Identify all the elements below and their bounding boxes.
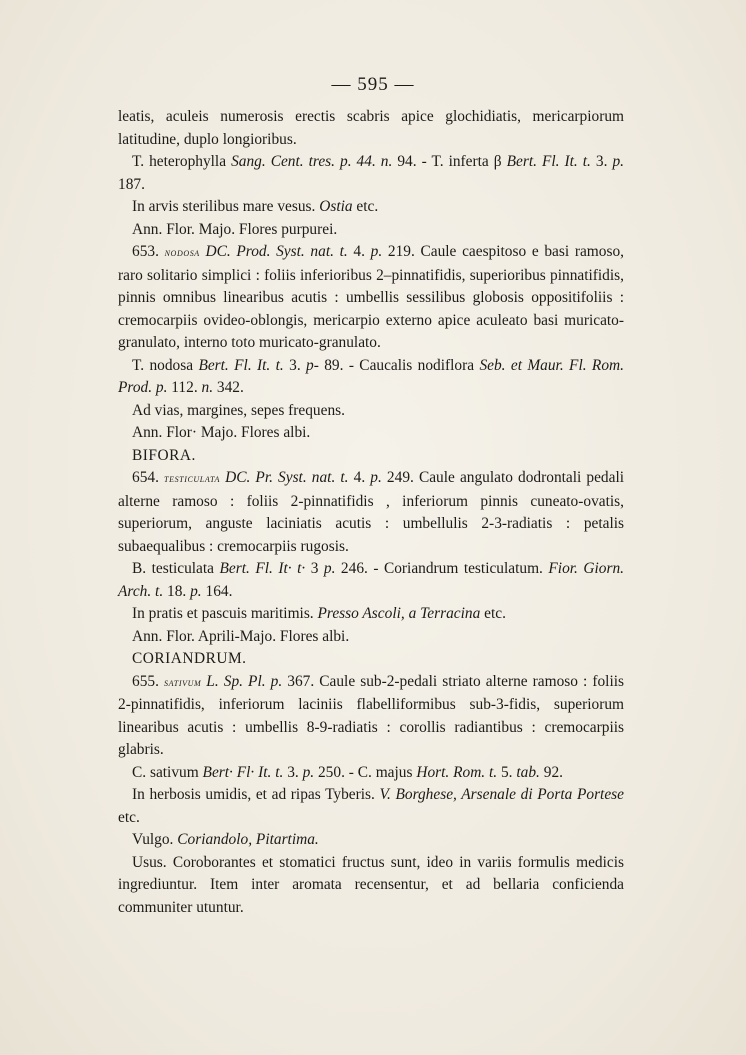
- text-span: 3.: [283, 356, 307, 374]
- italic-span: Ostia: [319, 198, 353, 215]
- text-span: 3: [305, 560, 324, 577]
- text-paragraph: [118, 467, 624, 558]
- italic-span: n.: [201, 379, 214, 396]
- text-paragraph: [118, 762, 624, 785]
- italic-span: p.: [612, 153, 624, 170]
- text-paragraph: [118, 829, 624, 852]
- species-name: nodosa: [164, 247, 200, 259]
- text-span: BIFORA.: [132, 446, 196, 464]
- text-span: Vulgo.: [132, 831, 178, 848]
- italic-span: p.: [370, 469, 382, 486]
- species-name: testiculata: [164, 473, 220, 485]
- text-span: 654.: [132, 469, 165, 486]
- text-paragraph: [118, 422, 624, 445]
- text-paragraph: [118, 151, 624, 196]
- text-span: etc.: [352, 198, 379, 215]
- text-span: In pratis et pascuis maritimis.: [132, 605, 318, 622]
- genus-heading: [118, 648, 624, 671]
- italic-span: Hort. Rom. t.: [416, 763, 498, 781]
- text-span: 5.: [497, 763, 517, 781]
- italic-span: L. Sp. Pl. p.: [206, 672, 283, 690]
- text-span: T. heterophylla: [132, 153, 232, 170]
- species-name: sativum: [164, 676, 202, 689]
- genus-heading: [118, 445, 624, 468]
- italic-span: Seb. et Maur. Fl. Rom. Prod. p.: [118, 356, 624, 396]
- text-span: 112.: [167, 379, 202, 396]
- text-span: 250. - C. majus: [314, 763, 417, 781]
- text-span: 3.: [283, 763, 303, 781]
- text-paragraph: [118, 241, 624, 355]
- text-paragraph: [118, 671, 624, 762]
- text-span: CORIANDRUM.: [132, 650, 247, 667]
- italic-span: p.: [370, 243, 383, 260]
- italic-span: p-: [306, 356, 319, 374]
- text-paragraph: [118, 196, 624, 219]
- text-paragraph: [118, 603, 624, 626]
- text-span: T. nodosa: [132, 356, 199, 374]
- italic-span: tab.: [516, 763, 540, 781]
- italic-span: Fior. Giorn. Arch. t.: [118, 560, 625, 600]
- text-span: 4.: [347, 243, 371, 260]
- italic-span: p.: [190, 582, 202, 600]
- italic-span: Coriandolo, Pitartima.: [177, 831, 319, 848]
- text-paragraph: [118, 106, 624, 151]
- text-paragraph: [118, 626, 624, 649]
- text-span: etc.: [118, 808, 140, 826]
- text-span: 164.: [201, 582, 233, 600]
- italic-span: Presso Ascoli, a Terracina: [317, 605, 481, 622]
- italic-span: DC. Prod. Syst. nat. t.: [205, 243, 348, 260]
- text-span: 342.: [213, 379, 244, 396]
- text-span: 18.: [163, 582, 191, 600]
- italic-span: Sang. Cent. tres. p. 44. n.: [231, 153, 393, 170]
- italic-span: Bert· Fl· It. t.: [202, 763, 284, 781]
- italic-span: Bert. Fl. It. t.: [506, 153, 591, 170]
- text-span: C. sativum: [132, 763, 203, 781]
- text-span: 249. Caule angulato dodrontali pedali alterne ramoso : foliis 2-pinnatifidis , inferiorum pinnis cuneato-ovatis, superiorum, anguste laciniatis acutis : umbellulis 2-3-radiatis : petalis subaequalibus : cremocarpiis rugosis.: [118, 469, 625, 555]
- text-span: 3.: [590, 153, 613, 170]
- text-paragraph: [118, 558, 624, 603]
- text-span: 219. Caule caespitoso e basi ramoso, raro solitario simplici : foliis inferioribus 2–pinnatifidis, superioribus pinnatifidis, pinnis omnibus linearibus acutis : umbellis sessilibus globosis oppositifoliis : cremocarpiis ovideo-oblongis, mericarpio externo apice aculeato basi muricato-granulato, interno toto muricato-granulato.: [118, 243, 624, 351]
- text-span: Usus. Coroborantes et stomatici fructus sunt, ideo in variis formulis medicis ingrediuntur. Item inter aromata recensentur, et ad bellaria conficienda communiter utuntur.: [118, 853, 624, 916]
- italic-span: Bert. Fl. It. t.: [198, 356, 284, 374]
- page-body-text: [118, 106, 624, 919]
- text-span: Ann. Flor· Majo. Flores albi.: [132, 424, 311, 441]
- text-paragraph: [118, 355, 624, 400]
- text-span: 655.: [132, 672, 164, 690]
- italic-span: DC. Pr. Syst. nat. t.: [225, 469, 349, 486]
- text-span: 89. - Caucalis nodiflora: [318, 356, 480, 374]
- text-span: 246. - Coriandrum testiculatum.: [335, 560, 549, 577]
- text-span: In herbosis umidis, et ad ripas Tyberis.: [132, 786, 380, 803]
- page-number: — 595 —: [331, 74, 415, 95]
- text-span: B. testiculata: [132, 560, 220, 577]
- text-paragraph: [118, 219, 624, 242]
- text-span: 187.: [118, 175, 145, 193]
- text-span: etc.: [480, 605, 506, 622]
- italic-span: p.: [302, 763, 315, 781]
- text-span: 367. Caule sub-2-pedali striato alterne ramoso : foliis 2-pinnatifidis, inferiorum laciniis flabelliformibus sub-3-fidis, superiorum linearibus acutis : umbellis 8-9-radiatis : corollis radiantibus : cremocarpiis glabris.: [118, 672, 624, 758]
- text-paragraph: [118, 784, 624, 829]
- text-span: 653.: [132, 243, 165, 260]
- text-span: Ann. Flor. Aprili-Majo. Flores albi.: [132, 627, 350, 645]
- italic-span: Bert. Fl. It· t·: [219, 560, 306, 577]
- text-paragraph: [118, 400, 624, 423]
- text-span: Ann. Flor. Majo. Flores purpurei.: [132, 220, 338, 238]
- text-span: 94. - T. inferta β: [392, 153, 507, 170]
- text-span: 92.: [539, 763, 563, 781]
- italic-span: V. Borghese, Arsenale di Porta Portese: [379, 786, 624, 803]
- italic-span: p.: [323, 560, 336, 577]
- text-paragraph: [118, 852, 624, 920]
- text-span: Ad vias, margines, sepes frequens.: [132, 401, 345, 419]
- text-span: 4.: [348, 469, 371, 486]
- text-span: leatis, aculeis numerosis erectis scabris apice glochidiatis, mericarpiorum latitudine, duplo longioribus.: [118, 108, 624, 148]
- text-span: In arvis sterilibus mare vesus.: [132, 198, 320, 215]
